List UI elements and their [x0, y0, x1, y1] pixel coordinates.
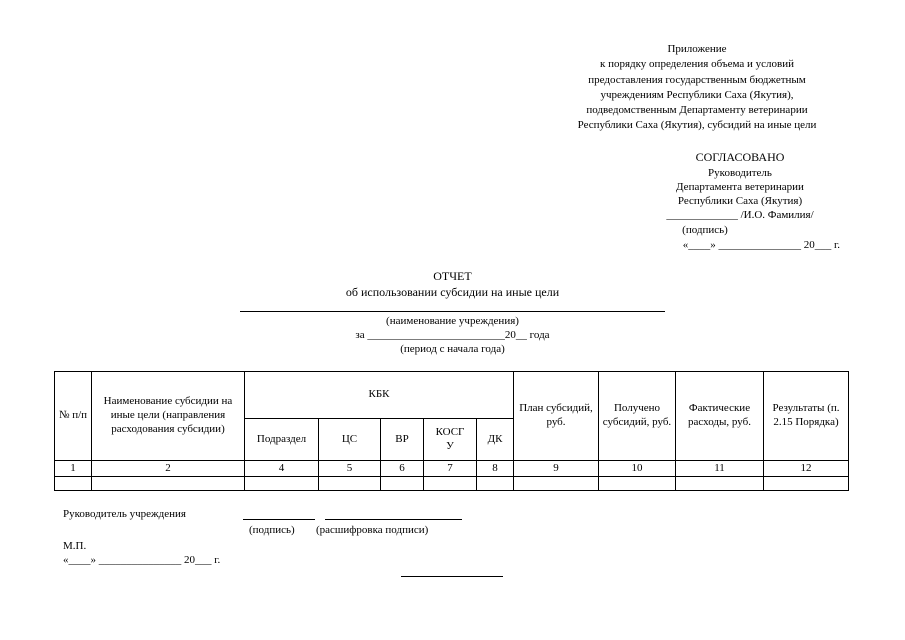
table-cell [599, 477, 676, 491]
column-number: 11 [676, 461, 764, 477]
head-label: Руководитель учреждения [63, 508, 186, 520]
subsidy-report-table [54, 371, 849, 491]
signature-block [63, 508, 543, 566]
institution-caption: (наименование учреждения) [386, 315, 519, 327]
approval-department: Департамента ветеринарии [676, 180, 804, 193]
table-cell [55, 477, 92, 491]
header-actual: Фактические расходы, руб. [676, 372, 764, 461]
period-line: за _________________________20__ года [355, 329, 550, 341]
table-cell [319, 477, 381, 491]
column-number: 1 [55, 461, 92, 477]
table-cell [245, 477, 319, 491]
column-number: 6 [381, 461, 424, 477]
annex-line: подведомственным Департаменту ветеринарии [586, 104, 808, 117]
table-cell [92, 477, 245, 491]
decode-caption: (расшифровка подписи) [316, 524, 429, 536]
header-dk: ДК [477, 419, 514, 461]
column-number: 9 [514, 461, 599, 477]
signature-date-line: «____» _______________ 20___ г. [63, 554, 221, 566]
annex-line: предоставления государственным бюджетным [588, 73, 806, 86]
stamp-label: М.П. [63, 540, 87, 552]
table-cell [424, 477, 477, 491]
header-kbk: КБК [245, 372, 514, 419]
header-vr: ВР [381, 419, 424, 461]
column-number: 10 [599, 461, 676, 477]
approval-republic: Республики Саха (Якутия) [677, 195, 803, 208]
column-number: 7 [424, 461, 477, 477]
header-results: Результаты (п. 2.15 Порядка) [764, 372, 849, 461]
report-subtitle: об использовании субсидии на иные цели [345, 284, 560, 299]
column-number: 5 [319, 461, 381, 477]
header-kosgu: КОСГУ [424, 419, 477, 461]
table-cell [381, 477, 424, 491]
report-title: ОТЧЕТ [433, 269, 472, 283]
column-number: 4 [245, 461, 319, 477]
period-caption: (период с начала года) [400, 343, 505, 355]
annex-line: учреждениям Республики Саха (Якутия), [600, 88, 794, 101]
header-name: Наименование субсидии на иные цели (направления расходования субсидии) [92, 372, 245, 461]
table-cell [676, 477, 764, 491]
column-number: 8 [477, 461, 514, 477]
approval-date-line: «____» _______________ 20___ г. [682, 239, 840, 252]
sign-caption: (подпись) [249, 524, 295, 536]
sign-line [243, 519, 315, 520]
annex-block [552, 42, 842, 134]
annex-line: Республики Саха (Якутия), субсидий на иные цели [577, 119, 817, 132]
approval-sign-line: _____________ /И.О. Фамилия/ [666, 209, 814, 222]
column-number: 2 [92, 461, 245, 477]
header-plan: План субсидий, руб. [514, 372, 599, 461]
header-received: Получено субсидий, руб. [599, 372, 676, 461]
table-cell [514, 477, 599, 491]
institution-name-line [240, 311, 665, 312]
annex-line: Приложение [667, 43, 727, 55]
header-subsection: Подраздел [245, 419, 319, 461]
decode-line [325, 519, 462, 520]
column-number: 12 [764, 461, 849, 477]
approval-block [640, 150, 840, 252]
report-title-block [300, 269, 605, 300]
approval-role: Руководитель [708, 166, 772, 179]
table-row [55, 477, 849, 491]
header-cs: ЦС [319, 419, 381, 461]
annex-line: к порядку определения объема и условий [599, 58, 795, 71]
table-cell [477, 477, 514, 491]
footer-line [401, 576, 503, 577]
approval-sign-caption: (подпись) [682, 223, 728, 236]
approval-title: СОГЛАСОВАНО [695, 150, 785, 164]
header-num: № п/п [55, 372, 92, 461]
table-cell [764, 477, 849, 491]
